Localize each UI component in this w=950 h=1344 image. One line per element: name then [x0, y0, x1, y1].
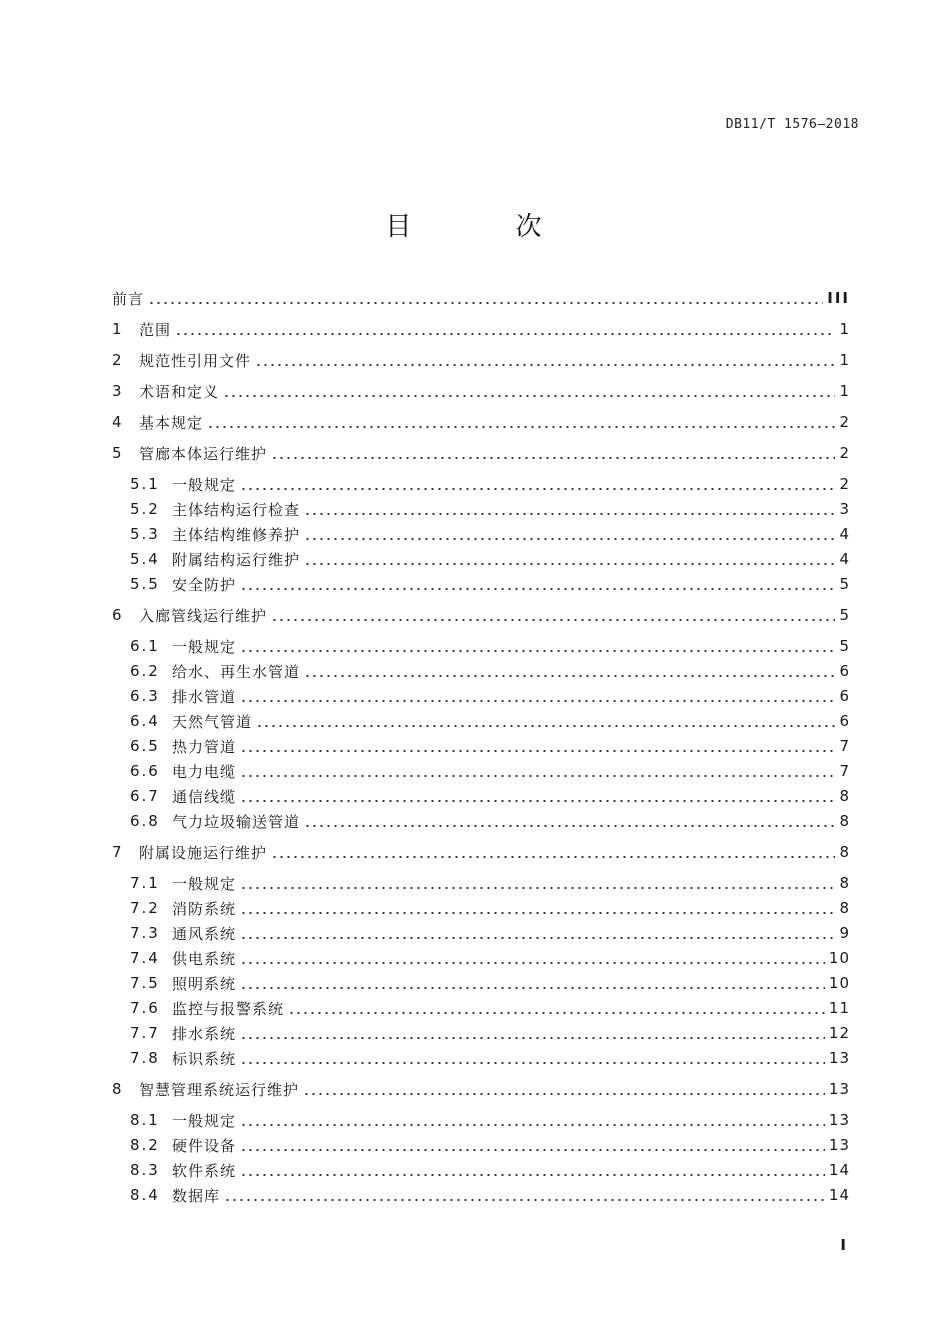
page-title: 目 次	[385, 212, 590, 242]
toc-entry[interactable]	[112, 411, 850, 433]
toc-entry-label: 附属设施运行维护	[139, 843, 268, 862]
toc-entry[interactable]	[130, 897, 850, 919]
toc-entry-page: 13	[828, 1111, 850, 1129]
toc-entry-label: 气力垃圾输送管道	[172, 812, 301, 831]
toc-entry-number: 8.3	[130, 1161, 160, 1179]
dot-leader	[304, 502, 835, 516]
dot-leader	[240, 876, 835, 890]
toc-entry-label: 一般规定	[172, 475, 237, 494]
toc-entry-label: 前言	[112, 289, 145, 308]
toc-entry[interactable]	[112, 318, 850, 340]
toc-entry-page: 8	[839, 843, 850, 861]
dot-leader	[240, 477, 835, 491]
toc-entry-label: 标识系统	[172, 1049, 237, 1068]
toc-entry[interactable]	[130, 710, 850, 732]
dot-leader	[224, 1188, 825, 1202]
toc-entry[interactable]	[130, 1184, 850, 1206]
toc-entry-page: 2	[839, 413, 850, 431]
toc-entry-page: 14	[828, 1186, 850, 1204]
dot-leader	[240, 639, 835, 653]
toc-entry-label: 一般规定	[172, 874, 237, 893]
toc-entry-page: III	[827, 289, 850, 307]
toc-entry-label: 通风系统	[172, 924, 237, 943]
toc-entry[interactable]	[130, 523, 850, 545]
dot-leader	[256, 714, 835, 728]
dot-leader	[240, 689, 835, 703]
toc-entry[interactable]	[130, 685, 850, 707]
toc-entry[interactable]	[112, 287, 850, 309]
toc-entry[interactable]	[130, 1047, 850, 1069]
toc-entry-label: 附属结构运行维护	[172, 550, 301, 569]
toc-entry-number: 8.1	[130, 1111, 160, 1129]
toc-entry-label: 排水管道	[172, 687, 237, 706]
toc-entry-page: 1	[839, 320, 850, 338]
toc-entry-label: 热力管道	[172, 737, 237, 756]
toc-entry-number: 3	[112, 382, 123, 400]
toc-entry-number: 5.5	[130, 575, 160, 593]
dot-leader	[271, 845, 835, 859]
toc-entry-page: 14	[828, 1161, 850, 1179]
toc-entry-number: 8.2	[130, 1136, 160, 1154]
toc-entry-page: 11	[828, 999, 850, 1017]
toc-entry[interactable]	[130, 785, 850, 807]
toc-entry-label: 安全防护	[172, 575, 237, 594]
toc-entry[interactable]	[130, 760, 850, 782]
toc-entry-page: 5	[839, 637, 850, 655]
toc-entry[interactable]	[130, 810, 850, 832]
dot-leader	[148, 291, 823, 305]
toc-entry-page: 8	[839, 874, 850, 892]
toc-entry-number: 7	[112, 843, 123, 861]
dot-leader	[271, 446, 835, 460]
toc-entry[interactable]	[130, 1159, 850, 1181]
dot-leader	[240, 901, 835, 915]
toc-entry-number: 1	[112, 320, 123, 338]
toc-entry[interactable]	[112, 604, 850, 626]
toc-entry-label: 范围	[139, 320, 172, 339]
dot-leader	[240, 1026, 825, 1040]
toc-entry-label: 术语和定义	[139, 382, 220, 401]
toc-entry-label: 电力电缆	[172, 762, 237, 781]
toc-entry-number: 6.5	[130, 737, 160, 755]
toc-entry[interactable]	[130, 922, 850, 944]
toc-entry-page: 4	[839, 525, 850, 543]
dot-leader	[240, 1163, 825, 1177]
toc-entry[interactable]	[130, 997, 850, 1019]
toc-entry[interactable]	[130, 972, 850, 994]
toc-entry-page: 5	[839, 606, 850, 624]
toc-entry[interactable]	[112, 380, 850, 402]
toc-entry-number: 6.1	[130, 637, 160, 655]
toc-entry-number: 5.1	[130, 475, 160, 493]
dot-leader	[240, 976, 825, 990]
dot-leader	[304, 814, 835, 828]
toc-entry-page: 7	[839, 762, 850, 780]
toc-entry-page: 2	[839, 475, 850, 493]
toc-entry[interactable]	[130, 660, 850, 682]
toc-entry-label: 照明系统	[172, 974, 237, 993]
toc-entry-page: 4	[839, 550, 850, 568]
toc-entry-page: 6	[839, 687, 850, 705]
toc-entry-number: 2	[112, 351, 123, 369]
toc-entry-number: 8.4	[130, 1186, 160, 1204]
toc-entry-number: 7.8	[130, 1049, 160, 1067]
toc-entry-label: 管廊本体运行维护	[139, 444, 268, 463]
toc-entry[interactable]	[130, 573, 850, 595]
toc-entry-page: 13	[828, 1136, 850, 1154]
toc-entry-label: 数据库	[172, 1186, 221, 1205]
toc-entry-label: 一般规定	[172, 1111, 237, 1130]
toc-entry-label: 监控与报警系统	[172, 999, 285, 1018]
toc-entry-number: 5.4	[130, 550, 160, 568]
dot-leader	[240, 789, 835, 803]
toc-entry-number: 7.2	[130, 899, 160, 917]
toc-entry-label: 供电系统	[172, 949, 237, 968]
toc-entry-page: 13	[828, 1049, 850, 1067]
dot-leader	[255, 353, 835, 367]
toc-entry[interactable]	[112, 1078, 850, 1100]
toc-entry-number: 5.2	[130, 500, 160, 518]
toc-entry[interactable]	[130, 1022, 850, 1044]
dot-leader	[240, 764, 835, 778]
dot-leader	[240, 951, 825, 965]
dot-leader	[240, 739, 835, 753]
toc-entry-number: 6.4	[130, 712, 160, 730]
toc-entry-label: 智慧管理系统运行维护	[139, 1080, 300, 1099]
dot-leader	[207, 415, 835, 429]
toc-entry[interactable]	[112, 442, 850, 464]
toc-entry-label: 入廊管线运行维护	[139, 606, 268, 625]
toc-entry-page: 10	[828, 949, 850, 967]
dot-leader	[223, 384, 835, 398]
toc-entry[interactable]	[130, 872, 850, 894]
dot-leader	[175, 322, 835, 336]
dot-leader	[240, 926, 835, 940]
document-code: DB11/T 1576—2018	[725, 117, 859, 132]
toc-entry-number: 7.6	[130, 999, 160, 1017]
toc-entry[interactable]	[130, 473, 850, 495]
toc-entry-page: 6	[839, 712, 850, 730]
dot-leader	[240, 577, 835, 591]
toc-entry-page: 3	[839, 500, 850, 518]
toc-entry-number: 8	[112, 1080, 123, 1098]
toc-entry-label: 主体结构维修养护	[172, 525, 301, 544]
toc-entry-label: 排水系统	[172, 1024, 237, 1043]
toc-entry-label: 通信线缆	[172, 787, 237, 806]
dot-leader	[240, 1138, 825, 1152]
toc-entry-page: 13	[828, 1080, 850, 1098]
toc-entry-page: 8	[839, 812, 850, 830]
toc-entry-page: 12	[828, 1024, 850, 1042]
toc-entry-label: 一般规定	[172, 637, 237, 656]
toc-entry[interactable]	[130, 735, 850, 757]
toc-entry-number: 7.1	[130, 874, 160, 892]
page-number: I	[840, 1236, 846, 1254]
toc-entry-number: 4	[112, 413, 123, 431]
toc-entry-label: 规范性引用文件	[139, 351, 252, 370]
toc-entry-number: 7.5	[130, 974, 160, 992]
toc-entry-page: 1	[839, 351, 850, 369]
toc-entry-page: 7	[839, 737, 850, 755]
toc-entry-page: 5	[839, 575, 850, 593]
toc-entry-number: 6.3	[130, 687, 160, 705]
toc-entry-number: 7.3	[130, 924, 160, 942]
toc-entry[interactable]	[130, 1134, 850, 1156]
dot-leader	[240, 1113, 825, 1127]
toc-entry-page: 1	[839, 382, 850, 400]
toc-entry[interactable]	[130, 635, 850, 657]
toc-entry[interactable]	[130, 548, 850, 570]
dot-leader	[271, 608, 835, 622]
dot-leader	[303, 1082, 825, 1096]
toc-entry-label: 给水、再生水管道	[172, 662, 301, 681]
dot-leader	[304, 664, 835, 678]
toc-entry-label: 主体结构运行检查	[172, 500, 301, 519]
toc-entry-label: 基本规定	[139, 413, 204, 432]
toc-entry-page: 6	[839, 662, 850, 680]
toc-entry-page: 10	[828, 974, 850, 992]
toc-entry[interactable]	[112, 349, 850, 371]
toc-entry-label: 软件系统	[172, 1161, 237, 1180]
toc-entry-label: 消防系统	[172, 899, 237, 918]
toc-entry-page: 9	[839, 924, 850, 942]
toc-entry-page: 2	[839, 444, 850, 462]
toc-entry[interactable]	[130, 498, 850, 520]
toc-entry-number: 6.6	[130, 762, 160, 780]
dot-leader	[304, 527, 835, 541]
toc-entry-number: 5.3	[130, 525, 160, 543]
toc-entry-page: 8	[839, 787, 850, 805]
toc-entry-number: 5	[112, 444, 123, 462]
toc-entry-number: 7.4	[130, 949, 160, 967]
toc-entry-label: 天然气管道	[172, 712, 253, 731]
toc-entry[interactable]	[130, 947, 850, 969]
toc-entry-number: 6.8	[130, 812, 160, 830]
toc-entry-page: 8	[839, 899, 850, 917]
dot-leader	[240, 1051, 825, 1065]
toc-entry[interactable]	[112, 841, 850, 863]
toc-entry-number: 6	[112, 606, 123, 624]
dot-leader	[304, 552, 835, 566]
toc-entry-number: 6.7	[130, 787, 160, 805]
toc-entry[interactable]	[130, 1109, 850, 1131]
toc-entry-number: 6.2	[130, 662, 160, 680]
toc-entry-label: 硬件设备	[172, 1136, 237, 1155]
dot-leader	[288, 1001, 825, 1015]
toc-entry-number: 7.7	[130, 1024, 160, 1042]
